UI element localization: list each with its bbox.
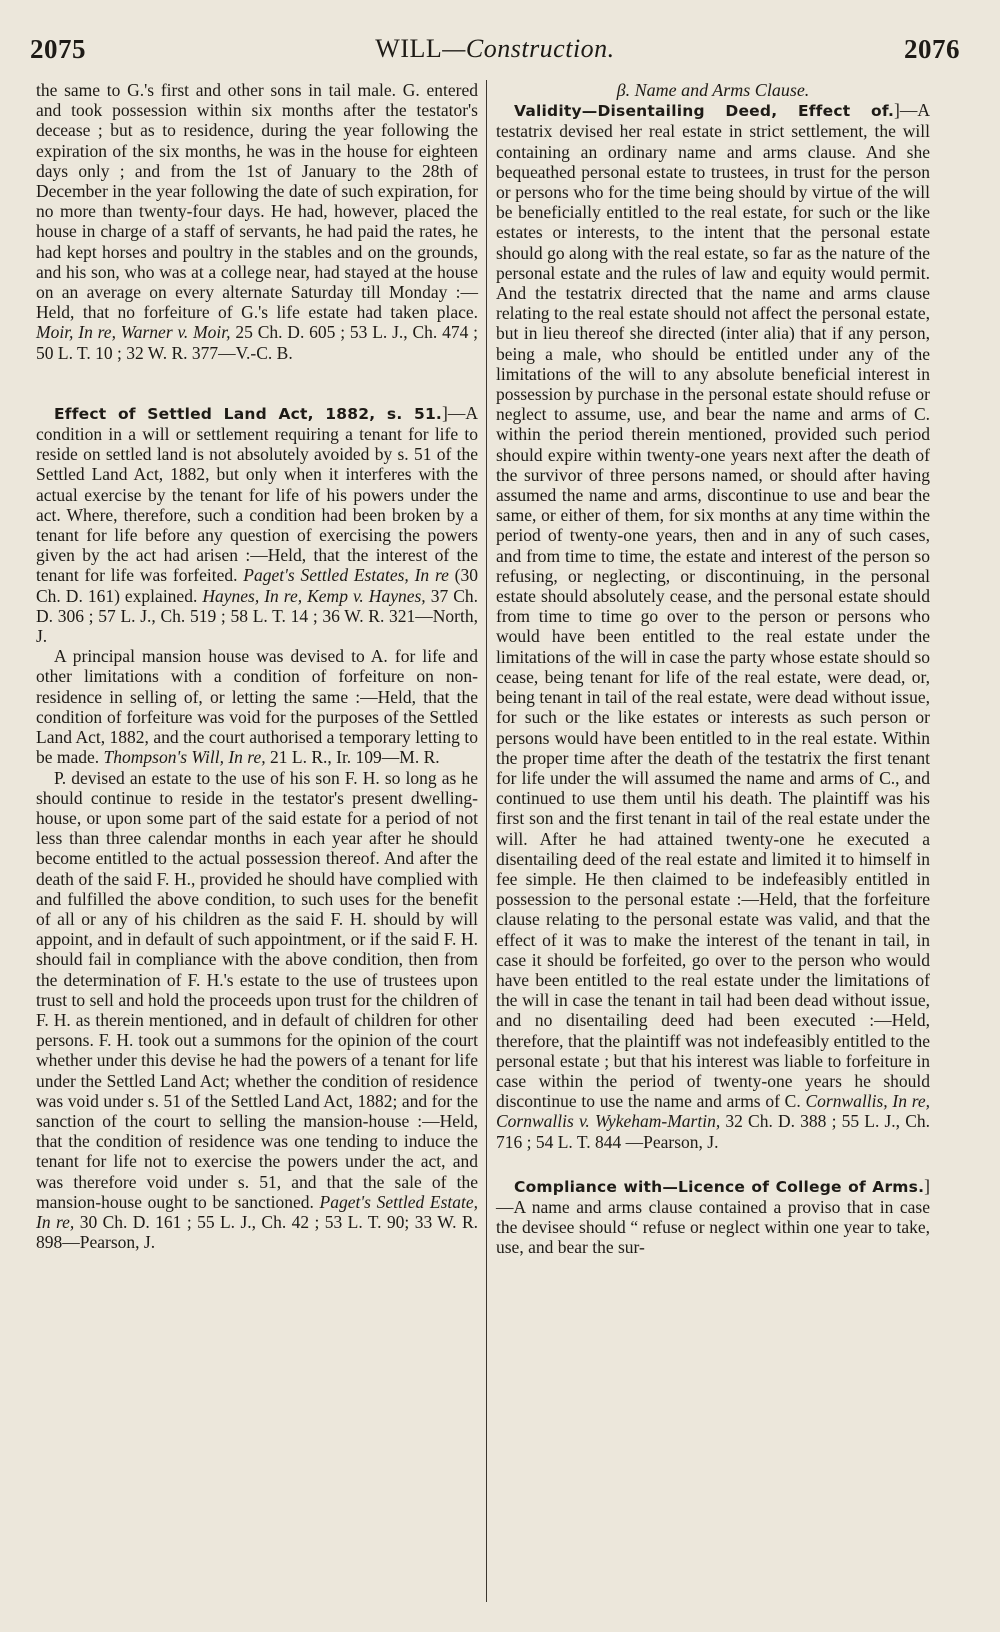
- citation-reference: (30 Ch. D. 161) explained.: [36, 565, 478, 606]
- case-citation: Haynes, In re, Kemp v. Haynes,: [202, 585, 426, 606]
- paragraph: [36, 768, 478, 1253]
- paragraph: [36, 80, 478, 363]
- paragraph-text: ]—A testatrix devised her real estate in strict settlement, the will containing an ordinary name and arms clause. And she bequeathed personal estate to trustees, in trust for the person or persons who for the time being should by virtue of the will be beneficially entitled to the real estate, for such or the like estates or interests, to the intent that the personal estate should go along with the real estate, so far as the nature of the personal estate and the rules of law and equity would permit. And the testatrix directed that the name and arms clause relating to the real estate should not affect the personal estate, but in lieu thereof she directed (inter alia) that if any person, being a male, who should be entitled under any of the limitations of the will to any absolute beneficial interest in possession by purchase in the personal estate should refuse or neglect to assume, use, and bear the name and arms of C. within the period therein mentioned, provided such period should expire within twenty-one years next after the death of the survivor of three persons named, or should after having assumed the name and arms, discontinue to use and bear the same, or either of them, for six months at any time within the period of twenty-one years, then and in any of such cases, and from time to time, the estate and interest of the person so refusing, or neglecting, or discontinuing, in the personal estate should absolutely cease, and the personal estate should from time to time go over to the person or persons who would have been entitled to the real estate under the limitations of the will in case the party whose estate should so cease, being tenant for life of the real estate, were dead, or, being tenant in tail of the real estate, were dead without issue, for such or the like estates or interests as such person or persons would have been entitled to in the real estate. Within the proper time after the death of the testatrix the first tenant for life under the will assumed the name and arms of C., and continued to use them until his death. The plaintiff was his first son and the first tenant in tail of the real estate under the will. After he had attained twenty-one he executed a disentailing deed of the real estate and limited it to himself in fee simple. He then claimed to be indefeasibly entitled in possession to the personal estate :—Held, that the forfeiture clause relating to the personal estate was valid, and that the effect of it was to make the interest of the tenant in tail, in case it should be forfeited, go over to the person who would have been entitled to the real estate under the limitations of the will in case the tenant in tail had been dead without issue, and no disentailing deed had been executed :—Held, therefore, that the plaintiff was not indefeasibly entitled to the personal estate ; but that his interest was liable to forfeiture in case within the period of twenty-one years he should discontinue to use the name and arms of C.: [496, 100, 931, 1112]
- column-divider: [486, 80, 487, 1602]
- paragraph: [36, 403, 478, 646]
- case-citation: Thompson's Will, In re,: [103, 747, 266, 768]
- citation-reference: 30 Ch. D. 161 ; 55 L. J., Ch. 42 ; 53 L. T. 90; 33 W. R. 898—Pearson, J.: [36, 1211, 478, 1253]
- section-gap: [36, 363, 478, 403]
- running-title-main: WILL: [375, 34, 443, 63]
- case-citation: Paget's Settled Estates, In re: [243, 565, 449, 586]
- citation-reference: 32 Ch. D. 388 ; 55 L. J., Ch. 716 ; 54 L. T. 844 —Pearson, J.: [496, 1111, 931, 1152]
- section-gap: [496, 1152, 930, 1176]
- paragraph: [496, 100, 930, 1152]
- right-page-number: 2076: [904, 34, 960, 64]
- right-column: [496, 80, 930, 1258]
- page-header: [30, 34, 960, 74]
- left-page-number: 2075: [30, 34, 86, 64]
- paragraph-text: ]—A condition in a will or settlement requiring a tenant for life to reside on settled land is not absolutely avoided by s. 51 of the Settled Land Act, 1882, but only when it interferes with the actual exercise by the tenant for life of his powers under the act. Where, therefore, such a condition had been broken by a tenant for life before any question of exercising the powers given by the act had arisen :—Held, that the interest of the tenant for life was forfeited.: [36, 402, 478, 586]
- case-citation: Paget's Settled Estate, In re,: [36, 1191, 479, 1232]
- left-column: [36, 80, 478, 1252]
- citation-reference: 21 L. R., Ir. 109—M. R.: [270, 747, 440, 768]
- citation-reference: 37 Ch. D. 306 ; 57 L. J., Ch. 519 ; 58 L. T. 14 ; 36 W. R. 321—North, J.: [36, 585, 478, 647]
- paragraph-text: A principal mansion house was devised to A. for life and other limitations with a condition of forfeiture on non-residence in selling of, or letting the same :—Held, that the condition of forfeiture was void for the purposes of the Settled Land Act, 1882, and the court authorised a temporary letting to be made.: [36, 646, 478, 768]
- paragraph-text: the same to G.'s first and other sons in tail male. G. entered and took possession within six months after the testator's decease ; but as to residence, during the year following the expiration of the six months, he was in the house for eighteen days only ; and from the 1st of January to the 28th of December in the year following the date of such expiration, for no more than twenty-four days. He had, however, placed the house in charge of a staff of servants, he had paid the rates, he had kept horses and poultry in the stables and on the grounds, and his son, who was at a college near, had stayed at the house on an average on every alternate Saturday till Monday :—Held, that no forfeiture of G.'s life estate had taken place.: [36, 80, 478, 323]
- running-title-sub: —Construction.: [442, 34, 615, 63]
- paragraph-text: P. devised an estate to the use of his son F. H. so long as he should continue to reside in the testator's present dwelling-house, or upon some part of the said estate for a period of not less than three calendar months in each year after he should become entitled to the actual possession thereof. And after the death of the said F. H., provided he should have complied with and fulfilled the above condition, to such uses for the benefit of all or any of his children as the said F. H. should by will appoint, and in default of such appointment, or if the said F. H. should fail in compliance with the above condition, then from the determination of F. H.'s estate to the use of trustees upon trust to sell and hold the proceeds upon trust for the children of F. H. as therein mentioned, and in default of children for other persons. F. H. took out a summons for the opinion of the court whether under this devise he had the powers of a tenant for life under the Settled Land Act; whether the condition of residence was void under s. 51 of the Settled Land Act, 1882; and for the sanction of the court to selling the mansion-house :—Held, that the condition of residence was one tending to induce the tenant for life not to exercise the powers under the act, and was therefore void under s. 51, and that the sale of the mansion-house ought to be sanctioned.: [36, 767, 478, 1212]
- section-heading: Effect of Settled Land Act, 1882, s. 51.: [54, 404, 443, 423]
- section-heading: Compliance with—Licence of College of Arms.: [514, 1177, 925, 1196]
- section-heading: Validity—Disentailing Deed, Effect of.: [514, 102, 895, 121]
- citation-reference: 25 Ch. D. 605 ; 53 L. J., Ch. 474 ; 50 L. T. 10 ; 32 W. R. 377—V.-C. B.: [36, 322, 478, 363]
- paragraph-text: ]—A name and arms clause contained a proviso that in case the devisee should “ refuse or neglect within one year to take, use, and bear the sur-: [496, 1175, 930, 1258]
- case-citation: Moir, In re, Warner v. Moir,: [36, 322, 231, 343]
- running-title: [30, 34, 960, 64]
- subsection-heading: β. Name and Arms Clause.: [616, 80, 810, 100]
- case-citation: Cornwallis, In re, Cornwallis v. Wykeham-Martin,: [496, 1091, 931, 1132]
- paragraph: [36, 646, 478, 767]
- paragraph: [496, 1176, 930, 1258]
